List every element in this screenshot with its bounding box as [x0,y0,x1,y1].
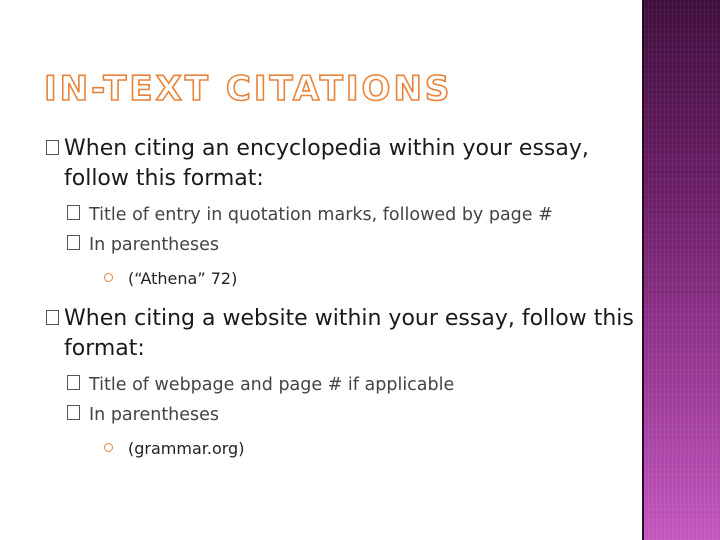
sub-bullet-text: Title of entry in quotation marks, followed by page # [89,205,553,225]
sub-bullet-in-parentheses [67,230,636,260]
slide-title: IN-TEXT CITATIONS [44,69,453,109]
bullet-text: When citing a website within your essay, follow this format: [64,306,634,361]
bullet-list [46,134,636,464]
sub-bullet-title-of-webpage [67,370,636,400]
example-text: (grammar.org) [128,439,245,458]
bullet-encyclopedia [46,134,636,194]
example-text: (“Athena” 72) [128,269,238,288]
example-grammar-org [104,434,636,464]
square-bullet-icon [67,230,80,260]
circle-bullet-icon [104,273,113,282]
bullet-text: When citing an encyclopedia within your essay, follow this format: [64,136,589,191]
square-bullet-icon [67,400,80,430]
sub-bullet-text: In parentheses [89,405,220,425]
square-bullet-icon [46,134,59,164]
sub-bullet-title-of-entry [67,200,636,230]
example-athena [104,264,636,294]
square-bullet-icon [67,200,80,230]
decorative-side-band [642,0,720,540]
square-bullet-icon [67,370,80,400]
sub-bullet-text: Title of webpage and page # if applicable [89,375,455,395]
square-bullet-icon [46,304,59,334]
circle-bullet-icon [104,443,113,452]
sub-bullet-in-parentheses [67,400,636,430]
sub-bullet-text: In parentheses [89,235,220,255]
bullet-website [46,304,636,364]
